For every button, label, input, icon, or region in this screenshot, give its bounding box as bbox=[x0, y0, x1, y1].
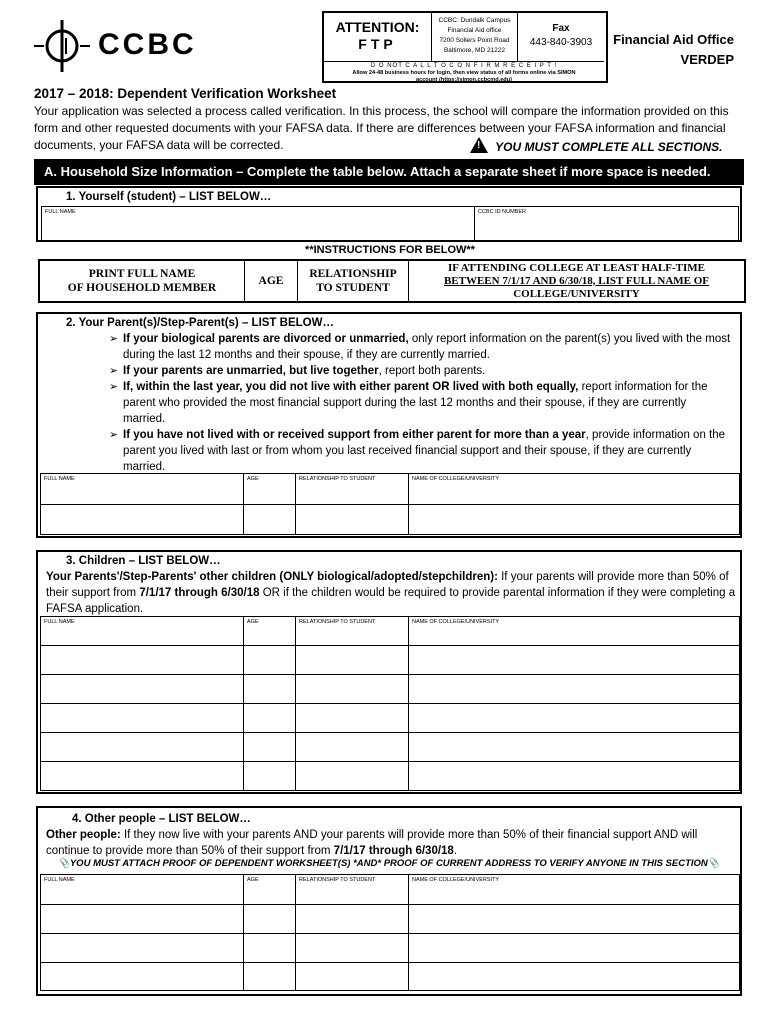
parent-name-field[interactable]: FULL NAME bbox=[41, 474, 244, 505]
child-college-field[interactable] bbox=[409, 646, 740, 675]
child-age-field[interactable] bbox=[244, 762, 296, 791]
col-name-header: PRINT FULL NAME OF HOUSEHOLD MEMBER bbox=[39, 260, 245, 302]
other-relationship-field[interactable]: RELATIONSHIP TO STUDENT bbox=[296, 875, 409, 905]
section-3-heading: 3. Children – LIST BELOW… bbox=[66, 555, 221, 567]
child-age-field[interactable] bbox=[244, 733, 296, 762]
attention-box bbox=[322, 11, 608, 83]
must-complete-note: ! YOU MUST COMPLETE ALL SECTIONS. bbox=[470, 137, 722, 154]
ccbc-logo-icon bbox=[32, 18, 92, 74]
campus-address: CCBC: Dundalk Campus Financial Aid office 7200 Sollers Point Road Baltimore, MD 21222 bbox=[432, 13, 518, 61]
other-age-field[interactable] bbox=[244, 934, 296, 963]
section-1-heading: 1. Yourself (student) – LIST BELOW… bbox=[66, 191, 272, 203]
child-relationship-field[interactable]: RELATIONSHIP TO STUDENT bbox=[296, 617, 409, 646]
section-4-proof-note: 📎YOU MUST ATTACH PROOF OF DEPENDENT WORKSHEET(S) *AND* PROOF OF CURRENT ADDRESS TO VERIFY ANYONE IN THIS SECTION📎 bbox=[58, 858, 720, 869]
paperclip-icon: 📎 bbox=[58, 858, 70, 869]
page-title: 2017 – 2018: Dependent Verification Worksheet bbox=[34, 86, 337, 101]
other-name-field[interactable] bbox=[41, 963, 244, 991]
other-name-field[interactable]: FULL NAME bbox=[41, 875, 244, 905]
section-4-text: Other people: If they now live with your parents AND your parents will provide more than 50% of their financial support AND will continue to provide more than 50% of their support from 7/1/17 through 6/30/18. bbox=[46, 829, 698, 857]
section-2-table bbox=[40, 473, 740, 535]
child-college-field[interactable]: NAME OF COLLEGE/UNIVERSITY bbox=[409, 617, 740, 646]
parent-college-field[interactable]: NAME OF COLLEGE/UNIVERSITY bbox=[409, 474, 740, 505]
section-1-table bbox=[41, 206, 739, 241]
ccbc-id-field[interactable]: CCBC ID NUMBER bbox=[475, 207, 739, 241]
attention-label: ATTENTION: FTP bbox=[324, 13, 432, 61]
section-3-text: Your Parents'/Step-Parents' other children (ONLY biological/adopted/stepchildren): If your parents will provide more than 50% of their support from 7/1/17 through 6/30/18 OR if the children would be required to provide parental information if they were completing a FAFSA application. bbox=[46, 571, 736, 615]
other-name-field[interactable] bbox=[41, 934, 244, 963]
child-relationship-field[interactable] bbox=[296, 675, 409, 704]
child-age-field[interactable] bbox=[244, 675, 296, 704]
section-4-heading: 4. Other people – LIST BELOW… bbox=[72, 813, 251, 825]
child-college-field[interactable] bbox=[409, 704, 740, 733]
section-2-bullets bbox=[109, 331, 731, 475]
other-age-field[interactable] bbox=[244, 905, 296, 934]
office-name: Financial Aid Office bbox=[613, 32, 734, 47]
parent-college-field[interactable] bbox=[409, 505, 740, 535]
other-relationship-field[interactable] bbox=[296, 905, 409, 934]
section-4-table bbox=[40, 874, 740, 991]
paperclip-icon: 📎 bbox=[707, 858, 720, 869]
warning-icon: ! bbox=[470, 137, 488, 153]
child-college-field[interactable] bbox=[409, 675, 740, 704]
parent-age-field[interactable] bbox=[244, 505, 296, 535]
parent-name-field[interactable] bbox=[41, 505, 244, 535]
other-college-field[interactable] bbox=[409, 934, 740, 963]
other-relationship-field[interactable] bbox=[296, 934, 409, 963]
col-relationship-header: RELATIONSHIP TO STUDENT bbox=[298, 260, 409, 302]
other-college-field[interactable]: NAME OF COLLEGE/UNIVERSITY bbox=[409, 875, 740, 905]
child-name-field[interactable] bbox=[41, 762, 244, 791]
ccbc-logo bbox=[32, 18, 197, 74]
other-relationship-field[interactable] bbox=[296, 963, 409, 991]
bullet-no-parent: ➢ If, within the last year, you did not live with either parent OR lived with both equally, report information for the parent who provided the most financial support during the last 12 months and their spouse, if they are currently married. bbox=[109, 379, 731, 427]
section-3-table bbox=[40, 616, 740, 791]
col-age-header: AGE bbox=[245, 260, 298, 302]
bullet-unmarried: ➢ If your parents are unmarried, but live together, report both parents. bbox=[109, 363, 731, 379]
parent-relationship-field[interactable] bbox=[296, 505, 409, 535]
bullet-divorced: ➢ If your biological parents are divorced or unmarried, only report information on the parent(s) you lived with the most during the last 12 months and their spouse, if they are currently married. bbox=[109, 331, 731, 363]
intro-paragraph: Your application was selected a process called verification. In this process, the school will compare the information provided on this form and other requested documents with your FAFSA data. If there are differences between your FAFSA information and financial documents, your FAFSA data will be corrected. bbox=[34, 104, 729, 152]
office-block bbox=[613, 30, 734, 70]
child-age-field[interactable] bbox=[244, 704, 296, 733]
do-not-call-note: D O NOT C A L L T O C O N F I R M R E C E I P T ! Allow 24-48 business hours for login, then view status of all forms online via SIMON account (https://simon.ccbcmd.edu) bbox=[324, 61, 604, 84]
child-name-field[interactable] bbox=[41, 675, 244, 704]
bullet-no-support: ➢ If you have not lived with or received support from either parent for more than a year, provide information on the parent you lived with last or from whom you last received financial support and their spouse, if they are currently married. bbox=[109, 427, 731, 475]
instructions-table bbox=[38, 259, 746, 303]
child-name-field[interactable] bbox=[41, 646, 244, 675]
child-age-field[interactable] bbox=[244, 646, 296, 675]
child-relationship-field[interactable] bbox=[296, 646, 409, 675]
parent-relationship-field[interactable]: RELATIONSHIP TO STUDENT bbox=[296, 474, 409, 505]
other-college-field[interactable] bbox=[409, 905, 740, 934]
logo-text: CCBC bbox=[98, 28, 197, 61]
other-age-field[interactable]: AGE bbox=[244, 875, 296, 905]
student-full-name-field[interactable]: FULL NAME bbox=[42, 207, 475, 241]
instructions-label: **INSTRUCTIONS FOR BELOW** bbox=[305, 244, 475, 256]
child-name-field[interactable]: FULL NAME bbox=[41, 617, 244, 646]
child-college-field[interactable] bbox=[409, 733, 740, 762]
parent-age-field[interactable]: AGE bbox=[244, 474, 296, 505]
other-age-field[interactable] bbox=[244, 963, 296, 991]
other-college-field[interactable] bbox=[409, 963, 740, 991]
child-name-field[interactable] bbox=[41, 704, 244, 733]
child-age-field[interactable]: AGE bbox=[244, 617, 296, 646]
child-relationship-field[interactable] bbox=[296, 733, 409, 762]
col-college-header: IF ATTENDING COLLEGE AT LEAST HALF-TIME BETWEEN 7/1/17 AND 6/30/18, LIST FULL NAME OF COLLEGE/UNIVERSITY bbox=[409, 260, 746, 302]
section-2-heading: 2. Your Parent(s)/Step-Parent(s) – LIST BELOW… bbox=[66, 317, 334, 329]
other-name-field[interactable] bbox=[41, 905, 244, 934]
form-code: VERDEP bbox=[680, 52, 734, 67]
fax-box: Fax 443-840-3903 bbox=[529, 23, 593, 48]
child-name-field[interactable] bbox=[41, 733, 244, 762]
child-relationship-field[interactable] bbox=[296, 704, 409, 733]
child-college-field[interactable] bbox=[409, 762, 740, 791]
child-relationship-field[interactable] bbox=[296, 762, 409, 791]
section-a-bar: A. Household Size Information – Complete the table below. Attach a separate sheet if more space is needed. bbox=[34, 159, 744, 185]
